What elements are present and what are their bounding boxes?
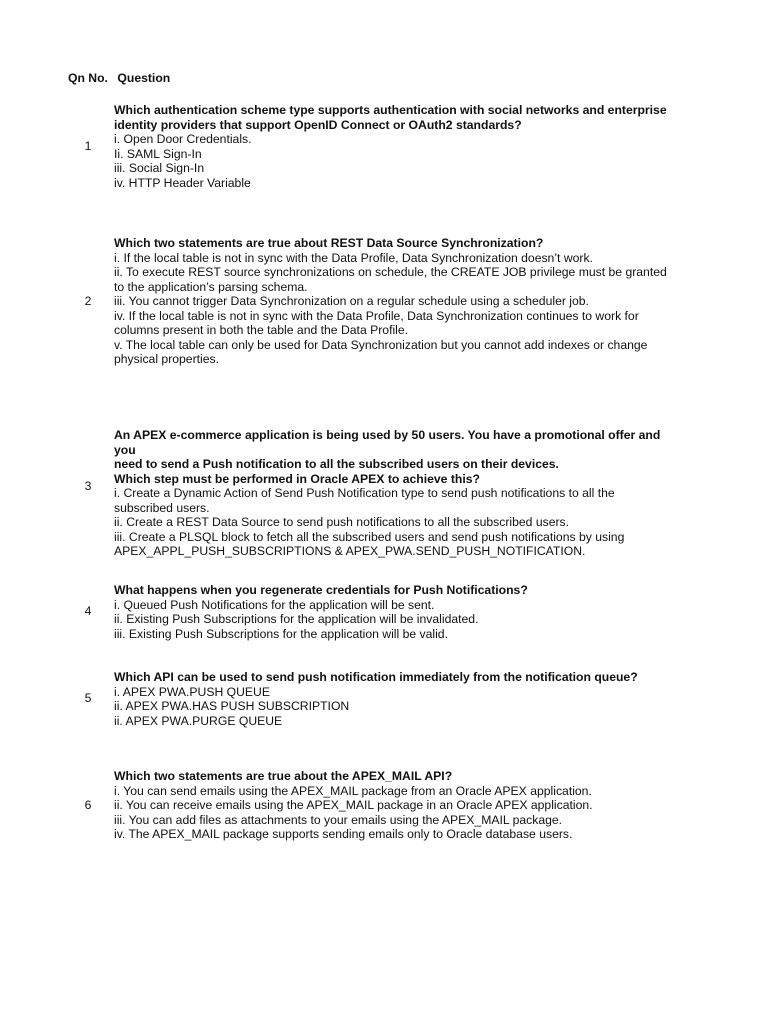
answer-option: ii. APEX PWA.PURGE QUEUE	[114, 713, 283, 728]
answer-option: ii. To execute REST source synchronizations on schedule, the CREATE JOB privilege must be granted	[114, 265, 667, 279]
question-text: identity providers that support OpenID Connect or OAuth2 standards?	[114, 117, 522, 132]
answer-option: subscribed users.	[114, 500, 210, 515]
question-text: Which two statements are true about REST Data Source Synchronization?	[114, 236, 544, 250]
question-number: 6	[84, 798, 92, 812]
question-content	[114, 670, 679, 728]
question-text: Which step must be performed in Oracle APEX to achieve this?	[114, 471, 480, 486]
question-number: 4	[84, 604, 92, 618]
question-number: 5	[84, 691, 92, 705]
table-header	[68, 71, 170, 86]
answer-option: iii. Existing Push Subscriptions for the application will be valid.	[114, 626, 448, 641]
answer-option: APEX_APPL_PUSH_SUBSCRIPTIONS & APEX_PWA.SEND_PUSH_NOTIFICATION.	[114, 544, 586, 558]
question-content	[114, 236, 679, 367]
answer-option: i. If the local table is not in sync with the Data Profile, Data Synchronization doesn’t work.	[114, 250, 593, 265]
answer-option: i. Open Door Credentials.	[114, 132, 252, 146]
answer-option: iv. HTTP Header Variable	[114, 175, 251, 190]
header-qn-no: Qn No.	[68, 71, 108, 85]
question-text: What happens when you regenerate credentials for Push Notifications?	[114, 583, 528, 597]
question-text: Which API can be used to send push notification immediately from the notification queue?	[114, 670, 638, 684]
header-question: Question	[117, 71, 171, 85]
question-text: Which two statements are true about the APEX_MAIL API?	[114, 769, 453, 783]
question-content	[114, 103, 679, 190]
question-text: Which authentication scheme type supports authentication with social networks and enterprise	[114, 103, 667, 117]
answer-option: ii. Create a REST Data Source to send push notifications to all the subscribed users.	[114, 515, 570, 529]
question-number: 3	[84, 479, 92, 493]
answer-option: to the application’s parsing schema.	[114, 279, 308, 294]
answer-option: iii. You cannot trigger Data Synchronization on a regular schedule using a scheduler job.	[114, 294, 589, 308]
answer-option: ii. APEX PWA.HAS PUSH SUBSCRIPTION	[114, 699, 350, 713]
answer-option: v. The local table can only be used for Data Synchronization but you cannot add indexes or change	[114, 337, 648, 352]
question-text: need to send a Push notification to all the subscribed users on their devices.	[114, 457, 559, 471]
answer-option: iii. You can add files as attachments to your emails using the APEX_MAIL package.	[114, 812, 563, 827]
answer-option: Ii. SAML Sign-In	[114, 146, 202, 161]
answer-option: iv. If the local table is not in sync with the Data Profile, Data Synchronization continues to work for	[114, 308, 639, 323]
question-content	[114, 769, 679, 842]
answer-option: ii. You can receive emails using the APEX_MAIL package in an Oracle APEX application.	[114, 798, 593, 812]
answer-option: iv. The APEX_MAIL package supports sending emails only to Oracle database users.	[114, 827, 573, 841]
question-number: 2	[84, 294, 92, 308]
question-number: 1	[84, 139, 92, 153]
answer-option: ii. Existing Push Subscriptions for the application will be invalidated.	[114, 612, 479, 626]
question-content	[114, 583, 679, 641]
answer-option: iii. Social Sign-In	[114, 161, 205, 175]
answer-option: i. Create a Dynamic Action of Send Push Notification type to send push notifications to all the	[114, 486, 615, 500]
answer-option: physical properties.	[114, 352, 219, 366]
answer-option: columns present in both the table and the Data Profile.	[114, 323, 409, 337]
answer-option: i. Queued Push Notifications for the application will be sent.	[114, 597, 435, 612]
answer-option: iii. Create a PLSQL block to fetch all the subscribed users and send push notifications by using	[114, 529, 625, 544]
question-text: An APEX e-commerce application is being used by 50 users. You have a promotional offer and you	[114, 428, 661, 457]
answer-option: i. You can send emails using the APEX_MAIL package from an Oracle APEX application.	[114, 783, 592, 798]
question-content	[114, 428, 679, 559]
answer-option: i. APEX PWA.PUSH QUEUE	[114, 684, 270, 699]
